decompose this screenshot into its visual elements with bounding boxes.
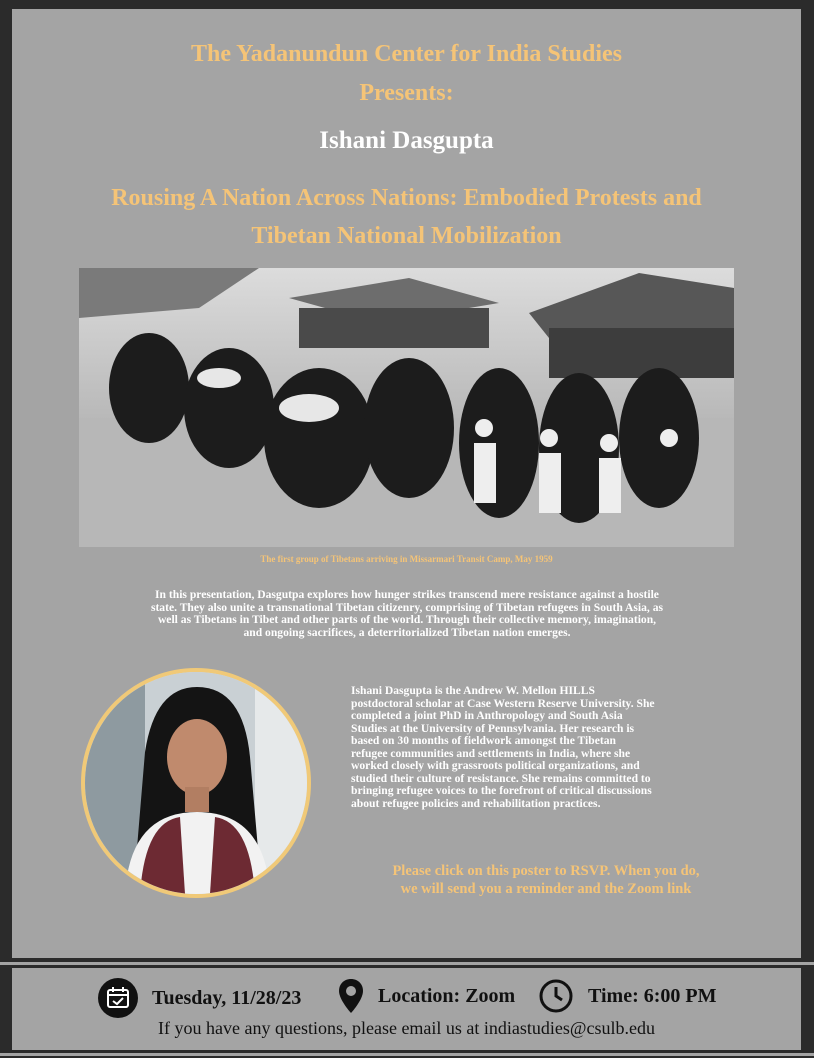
abstract-line: state. They also unite a transnational Tibetan citizenry, comprising of Tibetan refugees in South Asia, as [150, 600, 664, 614]
event-time: Time: 6:00 PM [588, 984, 717, 1007]
bio-line: Ishani Dasgupta is the Andrew W. Mellon HILLS [351, 684, 595, 697]
bio-line: worked closely with grassroots political organizations, and [351, 759, 640, 772]
contact-info: If you have any questions, please email us at indiastudies@csulb.edu [158, 1018, 655, 1038]
clock-icon [538, 978, 574, 1014]
talk-title-line: Tibetan National Mobilization [251, 223, 562, 249]
presents-label: Presents: [359, 80, 454, 106]
bio-line: postdoctoral scholar at Case Western Reserve University. She [351, 696, 655, 710]
footer-divider [0, 962, 814, 965]
date-item [98, 978, 301, 1018]
talk-title [12, 179, 801, 255]
location-item [338, 978, 515, 1014]
event-date: Tuesday, 11/28/23 [152, 986, 302, 1009]
rsvp-link[interactable] [351, 862, 741, 898]
bio-line: based on 30 months of fieldwork amongst the Tibetan [351, 734, 616, 747]
bio-line: bringing refugee voices to the forefront of critical discussions [351, 784, 652, 797]
abstract-text [92, 589, 722, 639]
bio-line: refugee communities and settlements in India, where she [351, 746, 631, 760]
bio-line: Studies at the University of Pennsylvania. Her research is [351, 721, 635, 735]
portrait-illustration [85, 672, 307, 894]
rsvp-line: we will send you a reminder and the Zoom link [400, 881, 692, 897]
bottom-divider [0, 1053, 814, 1056]
abstract-line: In this presentation, Dasgutpa explores how hunger strikes transcend mere resistance against a hostile [155, 588, 659, 601]
organizer-title [12, 35, 801, 113]
speaker-name: Ishani Dasgupta [319, 127, 494, 154]
bio-line: completed a joint PhD in Anthropology and South Asia [351, 709, 623, 722]
organizer-name: The Yadanundun Center for India Studies [190, 41, 623, 67]
event-poster[interactable] [12, 9, 801, 958]
abstract-line: and ongoing sacrifices, a deterritorialized Tibetan nation emerges. [243, 625, 571, 639]
bio-line: studied their culture of resistance. She remains committed to [351, 771, 651, 785]
event-details-footer [12, 968, 801, 1050]
event-location: Location: Zoom [378, 984, 516, 1007]
historical-photo [79, 268, 734, 547]
talk-title-line: Rousing A Nation Across Nations: Embodied Protests and [111, 185, 702, 211]
location-pin-icon [338, 978, 364, 1014]
speaker-portrait [81, 668, 311, 898]
calendar-icon [98, 978, 138, 1018]
time-item [538, 978, 717, 1014]
abstract-line: well as Tibetans in Tibet and other parts of the world. Through their collective memory, imagination, [157, 613, 657, 626]
rsvp-line: Please click on this poster to RSVP. When you do, [392, 863, 700, 879]
speaker-bio [351, 685, 741, 810]
photo-caption: The first group of Tibetans arriving in Missarmari Transit Camp, May 1959 [260, 554, 553, 564]
bio-line: about refugee policies and rehabilitation practices. [351, 796, 601, 810]
photo-illustration [79, 268, 734, 547]
